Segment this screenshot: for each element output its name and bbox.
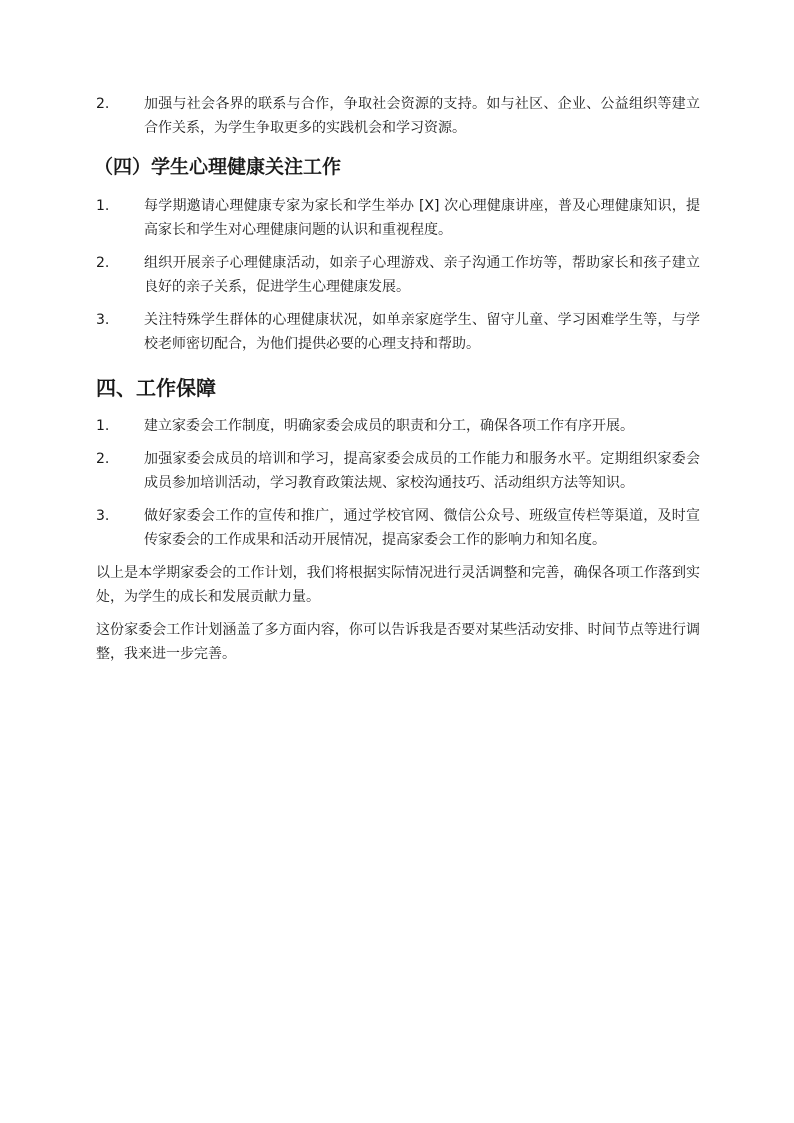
list-item-text: 加强家委会成员的培训和学习，提高家委会成员的工作能力和服务水平。定期组织家委会成员参加培训活动，学习教育政策法规、家校沟通技巧、活动组织方法等知识。 [144,451,700,491]
list-item [96,414,700,438]
list-item-text: 加强与社会各界的联系与合作，争取社会资源的支持。如与社区、企业、公益组织等建立合作关系，为学生争取更多的实践机会和学习资源。 [144,96,700,136]
assistant-note-paragraph: 这份家委会工作计划涵盖了多方面内容，你可以告诉我是否要对某些活动安排、时间节点等进行调整，我来进一步完善。 [96,622,700,662]
list-item-number: 2. [96,451,110,467]
closing-paragraph: 以上是本学期家委会的工作计划，我们将根据实际情况进行灵活调整和完善，确保各项工作落到实处，为学生的成长和发展贡献力量。 [96,565,700,605]
list-item-text: 组织开展亲子心理健康活动，如亲子心理游戏、亲子沟通工作坊等，帮助家长和孩子建立良好的亲子关系，促进学生心理健康发展。 [144,255,700,295]
list-item [96,308,700,356]
list-item [96,251,700,299]
list-item-number: 2. [96,96,110,112]
subsection-heading: （四）学生心理健康关注工作 [94,156,342,178]
list-item [96,504,700,552]
list-item-number: 3. [96,312,110,328]
list-item [96,92,700,140]
list-item-text: 建立家委会工作制度，明确家委会成员的职责和分工，确保各项工作有序开展。 [144,418,634,434]
list-item-text: 每学期邀请心理健康专家为家长和学生举办 [X] 次心理健康讲座，普及心理健康知识，提高家长和学生对心理健康问题的认识和重视程度。 [144,198,700,238]
list-item [96,447,700,495]
section-heading: 四、工作保障 [96,376,216,400]
list-item-number: 1. [96,418,110,434]
list-item [96,194,700,242]
list-item-text: 做好家委会工作的宣传和推广，通过学校官网、微信公众号、班级宣传栏等渠道，及时宣传家委会的工作成果和活动开展情况，提高家委会工作的影响力和知名度。 [144,508,700,548]
document-content [96,92,700,675]
list-item-number: 1. [96,198,110,214]
list-item-number: 2. [96,255,110,271]
list-item-text: 关注特殊学生群体的心理健康状况，如单亲家庭学生、留守儿童、学习困难学生等，与学校老师密切配合，为他们提供必要的心理支持和帮助。 [144,312,700,352]
list-item-number: 3. [96,508,110,524]
